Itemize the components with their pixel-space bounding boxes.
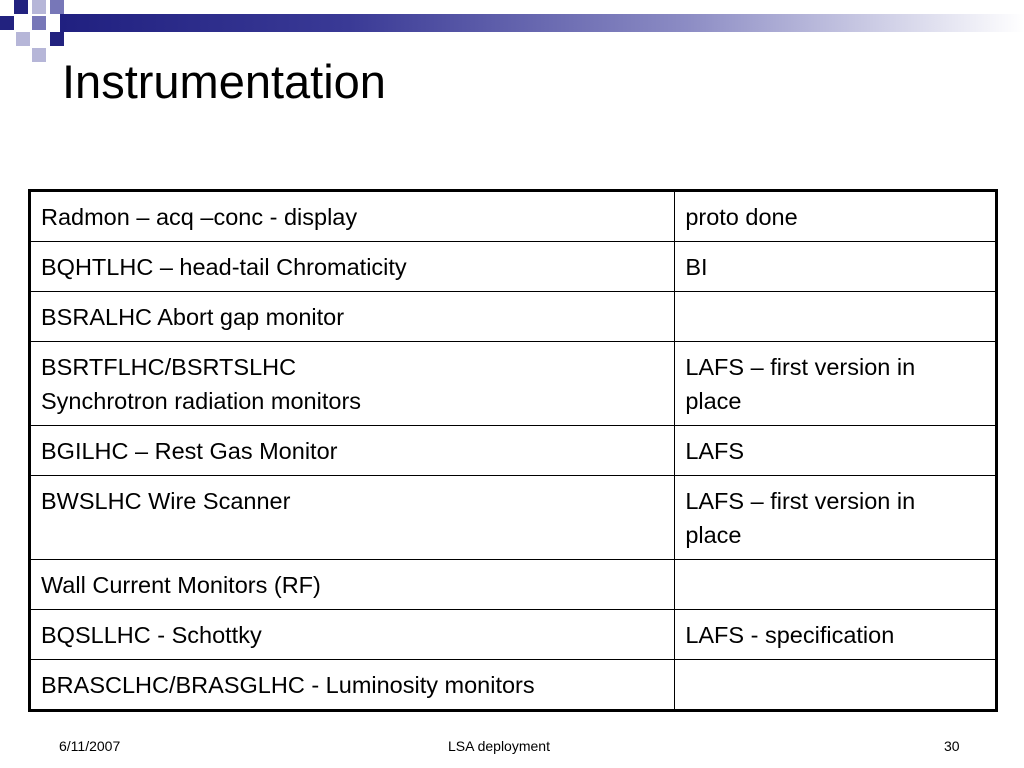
footer-title: LSA deployment [448,738,550,754]
instrument-status [675,660,997,711]
instrument-name: BQHTLHC – head-tail Chromaticity [30,242,675,292]
instrument-status [675,476,997,560]
instrument-status: proto done [675,191,997,242]
instrument-status-line: place [685,522,742,548]
instrument-name-line: BSRTFLHC/BSRTSLHC [41,354,297,380]
table-row [30,610,997,660]
instrument-name-line: Synchrotron radiation monitors [41,388,362,414]
footer-page-number: 30 [944,738,960,754]
table-row [30,426,997,476]
table-row [30,560,997,610]
instrument-status: LAFS [675,426,997,476]
instrument-name: BGILHC – Rest Gas Monitor [30,426,675,476]
instrument-status [675,342,997,426]
instrument-name: Radmon – acq –conc - display [30,191,675,242]
instrument-name: BQSLLHC - Schottky [30,610,675,660]
instrument-name [30,342,675,426]
instrument-name: Wall Current Monitors (RF) [30,560,675,610]
instrument-name: BRASCLHC/BRASGLHC - Luminosity monitors [30,660,675,711]
instrument-status-line: place [685,388,742,414]
instrument-status: LAFS - specification [675,610,997,660]
instrument-status: BI [675,242,997,292]
instrument-status [675,292,997,342]
table-row [30,191,997,242]
table-row [30,660,997,711]
table-row [30,292,997,342]
page-title: Instrumentation [62,55,386,108]
table-row [30,476,997,560]
instrument-status-line: LAFS – first version in [685,488,916,514]
table-row [30,342,997,426]
instrumentation-table [28,189,998,712]
instrument-name: BWSLHC Wire Scanner [30,476,675,560]
instrument-status-line: LAFS – first version in [685,354,916,380]
instrument-name: BSRALHC Abort gap monitor [30,292,675,342]
table-row [30,242,997,292]
header-gradient-bar [60,14,1024,32]
instrument-status [675,560,997,610]
footer-date: 6/11/2007 [59,738,121,754]
